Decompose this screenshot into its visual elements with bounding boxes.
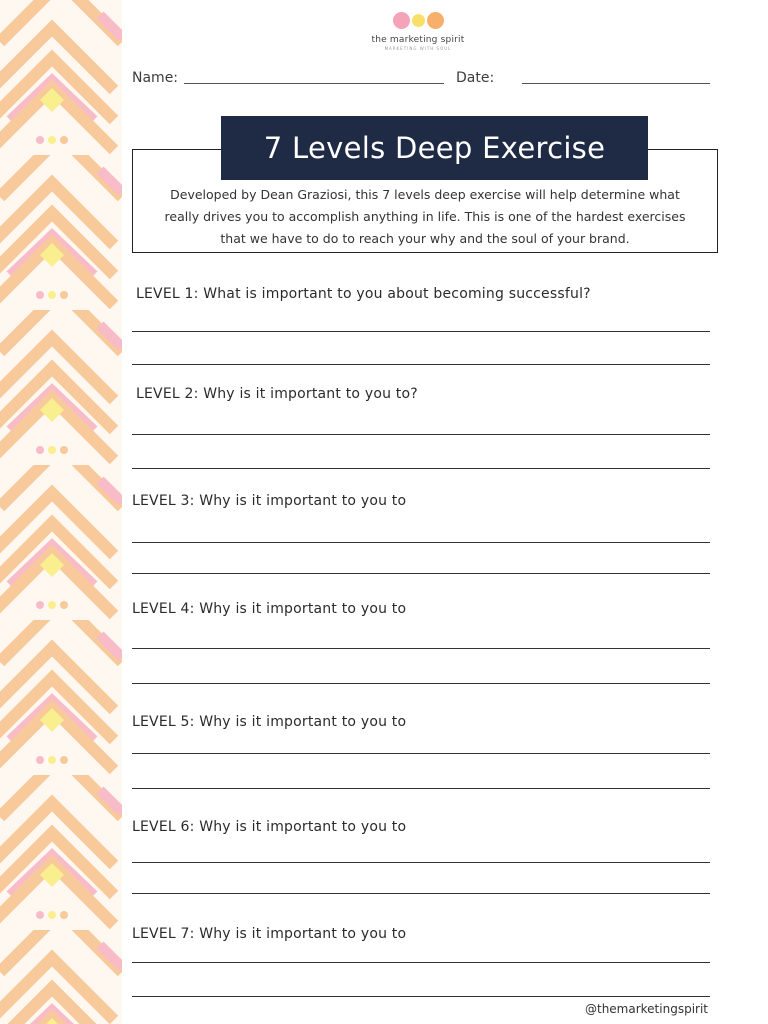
level-7-question: LEVEL 7: Why is it important to you to: [132, 926, 407, 942]
level-2-answer-line-1[interactable]: [132, 434, 710, 435]
level-7-answer-line-2[interactable]: [132, 996, 710, 997]
level-2-question: LEVEL 2: Why is it important to you to?: [136, 386, 418, 402]
level-1-question: LEVEL 1: What is important to you about becoming successful?: [136, 286, 591, 302]
level-4-question: LEVEL 4: Why is it important to you to: [132, 601, 407, 617]
date-label: Date:: [456, 70, 495, 86]
decorative-chevron-pattern: [0, 0, 122, 1024]
page-title: 7 Levels Deep Exercise: [221, 116, 648, 180]
level-1-answer-line-2[interactable]: [132, 364, 710, 365]
level-6-answer-line-2[interactable]: [132, 893, 710, 894]
brand-tagline: MARKETING WITH SOUL: [384, 46, 452, 51]
brand-name: the marketing spirit: [371, 35, 465, 45]
name-label: Name:: [132, 70, 179, 86]
level-6-answer-line-1[interactable]: [132, 862, 710, 863]
level-5-answer-line-2[interactable]: [132, 788, 710, 789]
level-3-answer-line-2[interactable]: [132, 573, 710, 574]
level-3-question: LEVEL 3: Why is it important to you to: [132, 493, 407, 509]
level-5-question: LEVEL 5: Why is it important to you to: [132, 714, 407, 730]
date-field[interactable]: [522, 83, 710, 84]
level-4-answer-line-2[interactable]: [132, 683, 710, 684]
marketing-spirit-logo-icon: [358, 8, 478, 32]
social-handle: @themarketingspirit: [584, 1002, 708, 1016]
level-6-question: LEVEL 6: Why is it important to you to: [132, 819, 407, 835]
level-3-answer-line-1[interactable]: [132, 542, 710, 543]
level-1-answer-line-1[interactable]: [132, 331, 710, 332]
level-4-answer-line-1[interactable]: [132, 648, 710, 649]
level-5-answer-line-1[interactable]: [132, 753, 710, 754]
name-field[interactable]: [184, 83, 444, 84]
description-text: Developed by Dean Graziosi, this 7 levels deep exercise will help determine what really drives you to accomplish anything in life. This is one of the hardest exercises that we have to do to reach your why and the soul of your brand.: [164, 187, 686, 246]
level-7-answer-line-1[interactable]: [132, 962, 710, 963]
brand-logo: [358, 8, 478, 51]
level-2-answer-line-2[interactable]: [132, 468, 710, 469]
